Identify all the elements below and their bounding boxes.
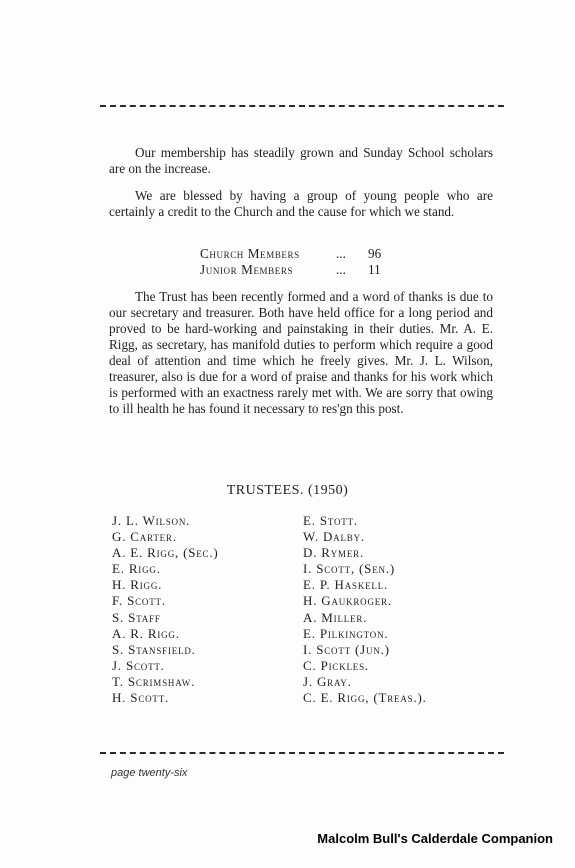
paragraph-young-people (109, 188, 493, 220)
stat-row-junior-members (200, 262, 398, 278)
paragraph-trust (109, 289, 493, 417)
trustee-name: W. Dalby. (303, 529, 365, 545)
trustee-name: J. Gray. (303, 673, 352, 689)
trustee-name: C. E. Rigg, (Treas.). (303, 690, 427, 706)
stat-label: Junior Members (200, 262, 294, 277)
trustee-name: D. Rymer. (303, 545, 365, 561)
stat-dots: ... (336, 246, 346, 261)
source-credit: Malcolm Bull's Calderdale Companion (317, 831, 553, 846)
stat-value: 11 (368, 262, 381, 277)
trustee-name: H. Gaukroger. (303, 593, 392, 609)
trustee-name: E. Rigg. (112, 561, 161, 577)
paragraph-text: The Trust has been recently formed and a word of thanks is due to our secretary and treasurer. Both have held office for a long period and proved to be hard-working and painstaking in their duties. Mr. A. E. Rigg, as secretary, has manifold duties to perform which require a good deal of attention and time which he freely gives. Mr. J. L. Wilson, treasurer, also is due for a word of praise and thanks for his work which is performed with an exactness rarely met with. We are sorry that owing to ill health he has found it necessary to res'gn this post. (109, 289, 493, 416)
trustee-name: I. Scott (Jun.) (303, 641, 390, 657)
trustee-name: S. Stansfield. (112, 641, 196, 657)
stat-value: 96 (368, 246, 382, 261)
paragraph-text: Our membership has steadily grown and Sunday School scholars are on the increase. (109, 145, 493, 176)
trustee-name: G. Carter. (112, 529, 177, 545)
trustee-name: E. Pilkington. (303, 625, 389, 641)
trustees-heading: TRUSTEES. (1950) (226, 483, 349, 498)
paragraph-membership (109, 145, 493, 177)
trustee-name: A. R. Rigg. (112, 625, 180, 641)
trustees-list-right (303, 513, 427, 706)
trustee-name: H. Rigg. (112, 577, 163, 593)
trustees-list-left (112, 513, 219, 706)
trustee-name: J. Scott. (112, 657, 165, 673)
trustee-name: E. Stott. (303, 513, 358, 528)
trustee-name: F. Scott. (112, 593, 166, 609)
trustee-name: T. Scrimshaw. (112, 673, 196, 689)
trustee-name: E. P. Haskell. (303, 577, 389, 593)
top-divider (100, 105, 504, 107)
bottom-divider (100, 752, 504, 754)
membership-stats (200, 246, 398, 278)
trustee-name: C. Pickles. (303, 657, 369, 673)
page-number: page twenty-six (111, 767, 188, 779)
trustee-name: A. Miller. (303, 609, 368, 625)
trustee-name: A. E. Rigg, (Sec.) (112, 545, 219, 561)
paragraph-text: We are blessed by having a group of young people who are certainly a credit to the Church and the cause for which we stand. (109, 188, 493, 219)
stat-label: Church Members (200, 246, 300, 261)
trustee-name: H. Scott. (112, 690, 170, 706)
stat-dots: ... (336, 262, 346, 277)
trustee-name: I. Scott, (Sen.) (303, 561, 395, 577)
stat-row-church-members (200, 246, 398, 262)
trustee-name: S. Staff (112, 609, 161, 625)
trustee-name: J. L. Wilson. (112, 513, 191, 528)
